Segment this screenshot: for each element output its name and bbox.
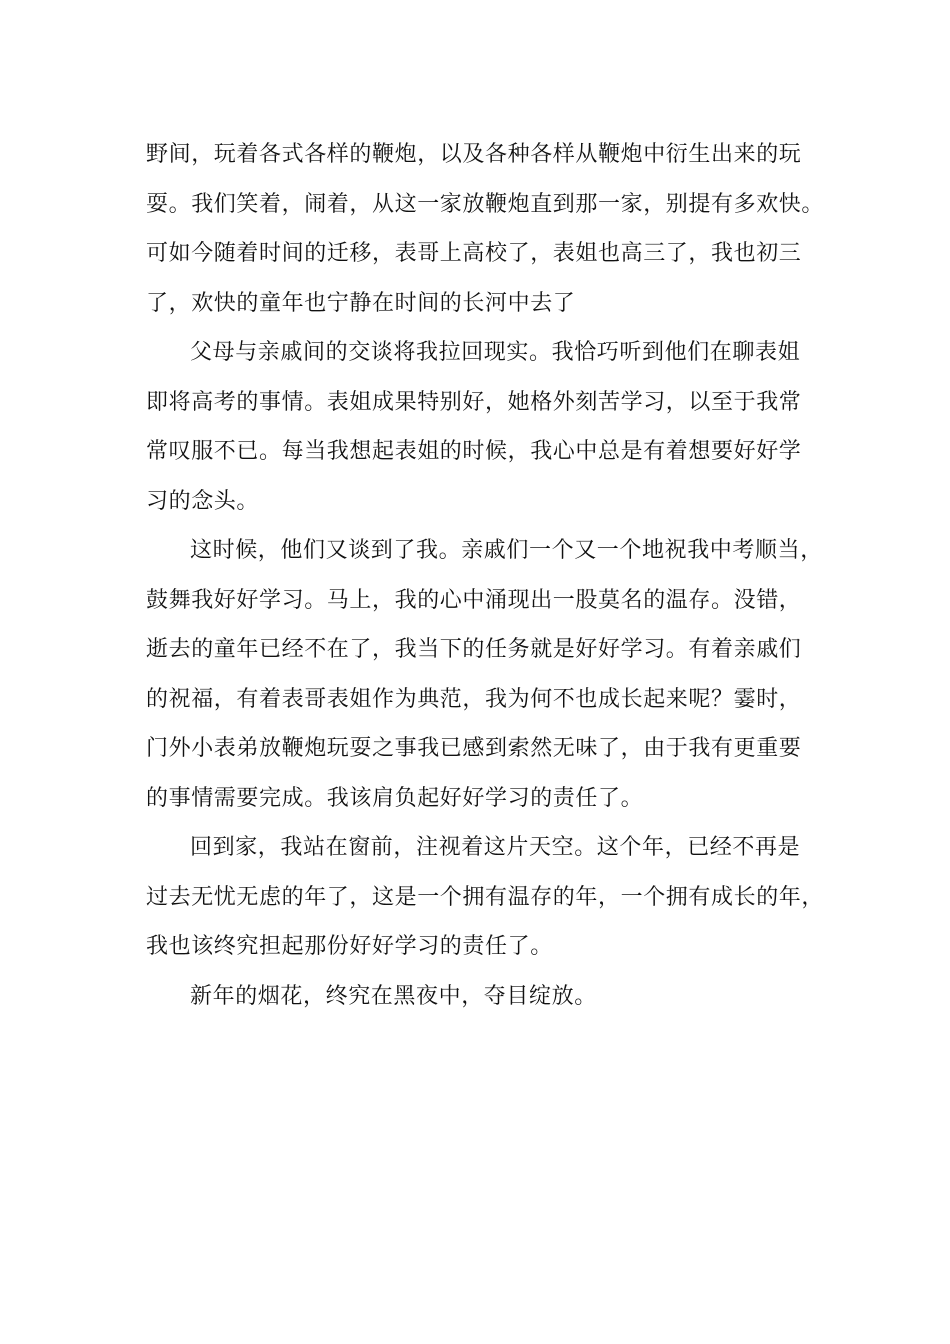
essay-body — [146, 130, 826, 1021]
paragraph-line: 父母与亲戚间的交谈将我拉回现实。我恰巧听到他们在聊表姐 — [190, 340, 801, 365]
paragraph-line: 常叹服不已。每当我想起表姐的时候，我心中总是有着想要好好学 — [146, 439, 802, 464]
paragraph-line: 的事情需要完成。我该肩负起好好学习的责任了。 — [146, 785, 644, 811]
paragraph-line: 可如今随着时间的迁移，表哥上高校了，表姐也高三了，我也初三 — [146, 241, 802, 266]
paragraph-line: 过去无忧无虑的年了，这是一个拥有温存的年，一个拥有成长的年， — [146, 884, 825, 910]
paragraph-line: 了，欢快的童年也宁静在时间的长河中去了 — [146, 290, 576, 316]
paragraph-line: 鼓舞我好好学习。马上，我的心中涌现出一股莫名的温存。没错， — [146, 587, 802, 613]
paragraph-line: 门外小表弟放鞭炮玩耍之事我已感到索然无味了，由于我有更重要 — [146, 736, 802, 761]
paragraph-line: 的祝福，有着表哥表姐作为典范，我为何不也成长起来呢？霎时， — [146, 686, 802, 712]
paragraph-line: 逝去的童年已经不在了，我当下的任务就是好好学习。有着亲戚们 — [146, 637, 802, 662]
paragraph-line: 即将高考的事情。表姐成果特别好，她格外刻苦学习，以至于我常 — [146, 389, 802, 415]
paragraph-line: 习的念头。 — [146, 488, 260, 514]
paragraph-line: 野间，玩着各式各样的鞭炮，以及各种各样从鞭炮中衍生出来的玩 — [146, 142, 802, 167]
paragraph-line: 回到家，我站在窗前，注视着这片天空。这个年，已经不再是 — [190, 835, 801, 860]
paragraph-line: 耍。我们笑着，闹着，从这一家放鞭炮直到那一家，别提有多欢快。 — [146, 191, 825, 217]
paragraph-line: 我也该终究担起那份好好学习的责任了。 — [146, 934, 553, 959]
paragraph-line: 新年的烟花，终究在黑夜中，夺目绽放。 — [190, 983, 597, 1009]
paragraph-line: 这时候，他们又谈到了我。亲戚们一个又一个地祝我中考顺当， — [190, 538, 823, 563]
